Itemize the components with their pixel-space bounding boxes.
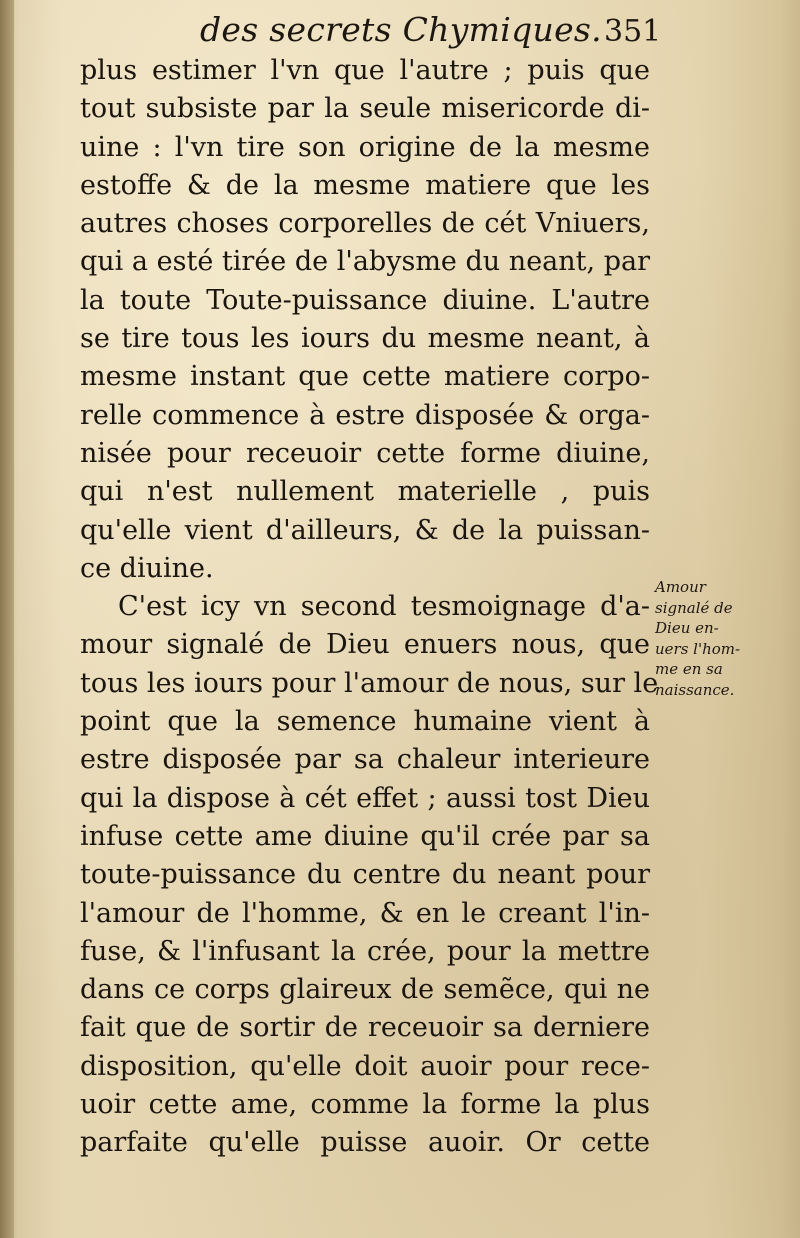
text-line: qui a esté tirée de l'abysme du neant, par xyxy=(80,246,650,278)
text-line: C'est icy vn second tesmoignage d'a- xyxy=(118,591,650,623)
marginal-note-line: Dieu en- xyxy=(655,619,719,637)
text-line: mesme instant que cette matiere corpo- xyxy=(80,361,650,393)
text-line: se tire tous les iours du mesme neant, à xyxy=(80,323,650,355)
marginal-note-line: signalé de xyxy=(655,598,733,617)
text-line: infuse cette ame diuine qu'il crée par sa xyxy=(80,820,650,852)
text-line: toute-puissance du centre du neant pour xyxy=(80,859,650,891)
text-line: relle commence à estre disposée & orga- xyxy=(80,399,650,431)
text-line: point que la semence humaine vient à xyxy=(80,706,650,738)
text-line: estre disposée par sa chaleur interieure xyxy=(80,744,650,776)
page-number: 351 xyxy=(604,14,662,49)
marginal-note xyxy=(655,577,765,700)
marginal-note-line: me en sa xyxy=(655,660,723,678)
text-line: ce diuine. xyxy=(80,552,214,584)
text-line: uoir cette ame, comme la forme la plus xyxy=(80,1089,650,1121)
text-line: l'amour de l'homme, & en le creant l'in- xyxy=(80,897,650,929)
text-line: qu'elle vient d'ailleurs, & de la puissan- xyxy=(80,514,650,546)
text-line: mour signalé de Dieu enuers nous, que xyxy=(80,629,650,661)
text-line: la toute Toute-puissance diuine. L'autre xyxy=(80,284,650,316)
text-line: dans ce corps glaireux de semẽce, qui ne xyxy=(80,974,650,1006)
text-line: fuse, & l'infusant la crée, pour la mettre xyxy=(80,935,650,967)
marginal-note-line: Amour xyxy=(655,578,706,596)
page-binding-edge xyxy=(0,0,14,1238)
page-header xyxy=(0,8,800,48)
marginal-note-line: naissance. xyxy=(655,680,735,699)
text-line: fait que de sortir de receuoir sa derniere xyxy=(80,1012,650,1044)
text-line: uine : l'vn tire son origine de la mesme xyxy=(80,131,650,163)
text-line: qui la dispose à cét effet ; aussi tost Dieu xyxy=(80,782,650,814)
text-line: qui n'est nullement materielle , puis xyxy=(80,476,650,508)
marginal-note-line: uers l'hom- xyxy=(655,639,741,658)
text-line: parfaite qu'elle puisse auoir. Or cette xyxy=(80,1127,650,1159)
text-line: plus estimer l'vn que l'autre ; puis que xyxy=(80,55,650,86)
running-title: des secrets Chymiques. xyxy=(200,10,602,49)
text-line: nisée pour receuoir cette forme diuine, xyxy=(80,437,650,469)
body-text xyxy=(80,52,659,1163)
text-line: disposition, qu'elle doit auoir pour rece- xyxy=(80,1050,650,1082)
text-line: tout subsiste par la seule misericorde di- xyxy=(80,93,650,125)
text-line: autres choses corporelles de cét Vniuers, xyxy=(80,208,650,240)
text-line: tous les iours pour l'amour de nous, sur le xyxy=(80,667,659,699)
text-line: estoffe & de la mesme matiere que les xyxy=(80,169,650,201)
